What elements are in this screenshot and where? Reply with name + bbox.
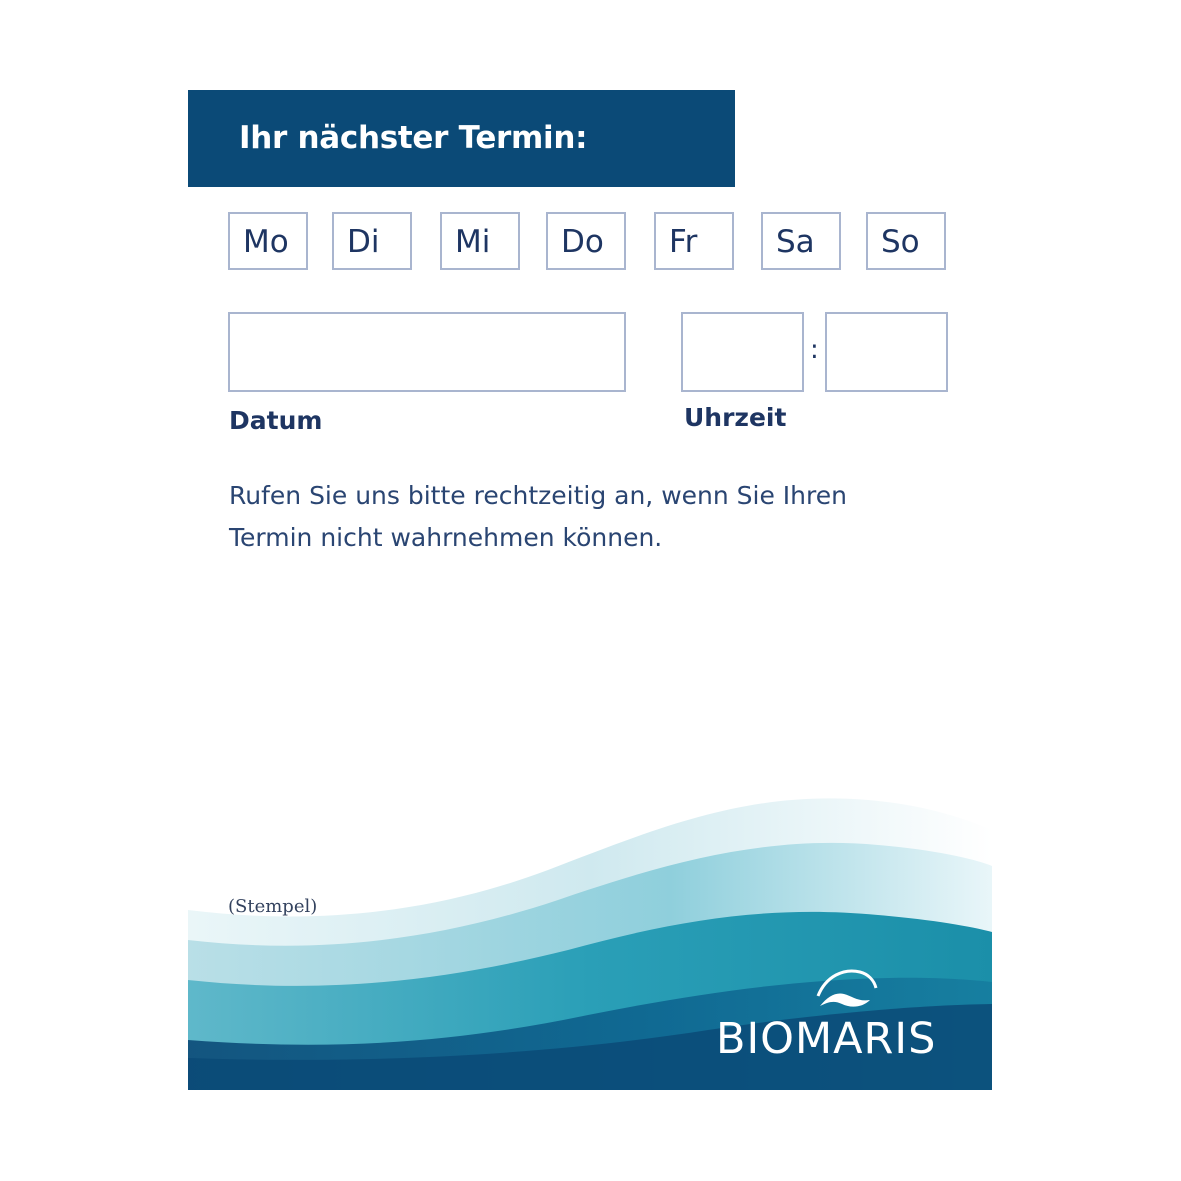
weekday-label: Di [347,224,380,260]
weekday-label: Sa [776,224,815,260]
weekday-label: Mo [243,224,289,260]
weekday-box-fr[interactable] [654,212,734,270]
time-separator: : [810,335,819,365]
page-title: Ihr nächster Termin: [239,120,588,156]
wave-arc-logo-icon [814,962,878,1012]
time-label: Uhrzeit [684,403,787,432]
header-bar [188,90,735,187]
date-label: Datum [229,406,323,435]
brand-name: BIOMARIS [716,1014,937,1064]
weekday-label: So [881,224,920,260]
notice-line-2: Termin nicht wahrnehmen können. [229,523,663,552]
weekday-box-do[interactable] [546,212,626,270]
time-minutes-field[interactable] [825,312,948,392]
weekday-box-mo[interactable] [228,212,308,270]
weekday-label: Mi [455,224,491,260]
weekday-box-so[interactable] [866,212,946,270]
stamp-label: (Stempel) [228,896,318,917]
time-hours-field[interactable] [681,312,804,392]
weekday-box-mi[interactable] [440,212,520,270]
weekday-box-di[interactable] [332,212,412,270]
notice-line-1: Rufen Sie uns bitte rechtzeitig an, wenn Sie Ihren [229,481,847,510]
weekday-label: Do [561,224,604,260]
weekday-box-sa[interactable] [761,212,841,270]
weekday-label: Fr [669,224,698,260]
date-field[interactable] [228,312,626,392]
appointment-card [188,90,992,1090]
notice-text [229,475,949,559]
